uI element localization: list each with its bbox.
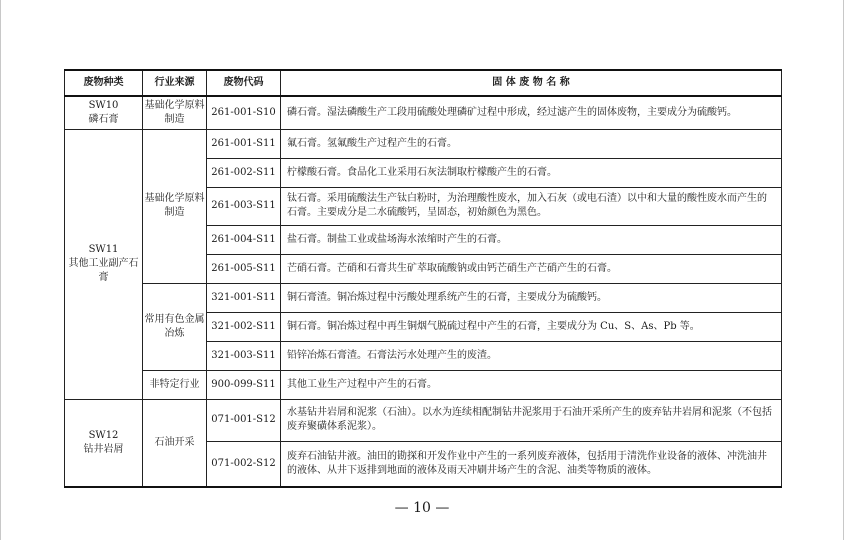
industry-cell: 基础化学原料制造 <box>143 129 207 283</box>
waste-code: 261-002-S11 <box>207 158 281 187</box>
header-category: 废物种类 <box>65 70 143 96</box>
table-row <box>65 283 782 312</box>
waste-code: 071-001-S12 <box>207 399 281 441</box>
waste-description: 铅锌冶炼石膏渣。石膏法污水处理产生的废渣。 <box>281 341 782 370</box>
waste-description: 磷石膏。湿法磷酸生产工段用硫酸处理磷矿过程中形成，经过滤产生的固体废物，主要成分为硫酸钙。 <box>281 96 782 129</box>
waste-description: 氟石膏。氢氟酸生产过程产生的石膏。 <box>281 129 782 158</box>
table-row <box>65 399 782 441</box>
header-industry: 行业来源 <box>143 70 207 96</box>
industry-cell: 石油开采 <box>143 399 207 487</box>
category-code: SW12 <box>88 429 119 441</box>
page-left-border <box>0 0 1 540</box>
waste-code: 261-001-S10 <box>207 96 281 129</box>
waste-code: 321-002-S11 <box>207 312 281 341</box>
industry-cell: 基础化学原料制造 <box>143 96 207 129</box>
table-row <box>65 370 782 399</box>
industry-cell: 常用有色金属冶炼 <box>143 283 207 370</box>
industry-cell: 非特定行业 <box>143 370 207 399</box>
category-name: 磷石膏 <box>88 113 119 125</box>
category-cell-sw12 <box>65 399 143 487</box>
waste-description: 水基钻井岩屑和泥浆（石油）。以水为连续相配制钻井泥浆用于石油开采所产生的废弃钻井岩屑和泥浆（不包括废弃聚磺体系泥浆）。 <box>281 399 782 441</box>
table-row <box>65 129 782 158</box>
waste-description: 钛石膏。采用硫酸法生产钛白粉时，为治理酸性废水，加入石灰（或电石渣）以中和大量的酸性废水而产生的石膏。主要成分是二水硫酸钙，呈固态，初始颜色为黑色。 <box>281 187 782 225</box>
waste-code: 900-099-S11 <box>207 370 281 399</box>
waste-description: 芒硝石膏。芒硝和石膏共生矿萃取硫酸钠或由钙芒硝生产芒硝产生的石膏。 <box>281 254 782 283</box>
category-name: 其他工业副产石膏 <box>68 258 139 283</box>
waste-code: 321-003-S11 <box>207 341 281 370</box>
table-row <box>65 96 782 129</box>
waste-description: 铜石膏渣。铜冶炼过程中污酸处理系统产生的石膏，主要成分为硫酸钙。 <box>281 283 782 312</box>
header-description: 固 体 废 物 名 称 <box>281 70 782 96</box>
waste-description: 废弃石油钻井液。油田的勘探和开发作业中产生的一系列废弃液体，包括用于清洗作业设备的液体、冲洗油井的液体、从井下返排到地面的液体及雨天冲刷井场产生的含泥、油类等物质的液体。 <box>281 441 782 487</box>
waste-code: 261-004-S11 <box>207 225 281 254</box>
waste-code: 071-002-S12 <box>207 441 281 487</box>
waste-code: 261-001-S11 <box>207 129 281 158</box>
waste-description: 其他工业生产过程中产生的石膏。 <box>281 370 782 399</box>
waste-description: 盐石膏。制盐工业或盐场海水浓缩时产生的石膏。 <box>281 225 782 254</box>
category-code: SW11 <box>88 244 119 255</box>
page-number: — 10 — <box>394 500 450 516</box>
category-code: SW10 <box>88 99 119 111</box>
waste-description: 铜石膏。铜冶炼过程中再生铜烟气脱硫过程中产生的石膏，主要成分为 Cu、S、As、Pb 等。 <box>281 312 782 341</box>
waste-code: 321-001-S11 <box>207 283 281 312</box>
header-code: 废物代码 <box>207 70 281 96</box>
category-cell-sw11 <box>65 129 143 399</box>
waste-description: 柠檬酸石膏。食品化工业采用石灰法制取柠檬酸产生的石膏。 <box>281 158 782 187</box>
waste-classification-table <box>64 69 782 488</box>
waste-code: 261-005-S11 <box>207 254 281 283</box>
category-cell-sw10 <box>65 96 143 129</box>
table-header-row <box>65 70 782 96</box>
category-name: 钻井岩屑 <box>83 443 124 455</box>
waste-code: 261-003-S11 <box>207 187 281 225</box>
